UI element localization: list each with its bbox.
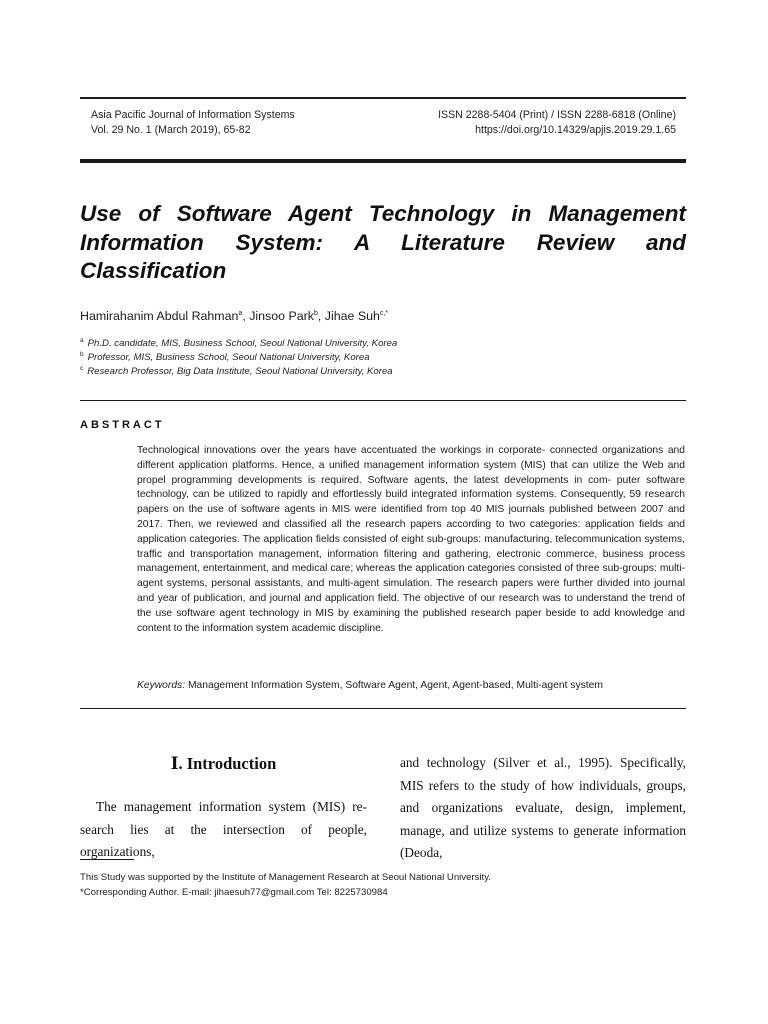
volume-info: Vol. 29 No. 1 (March 2019), 65-82 — [91, 124, 251, 136]
footnote-rule — [80, 859, 134, 860]
header-top-rule — [80, 97, 686, 99]
header-bottom-rule — [80, 159, 686, 163]
intro-left-column: The management information system (MIS) re- search lies at the intersection of people, organizations, — [80, 799, 367, 860]
affiliation-text: Research Professor, Big Data Institute, Seoul National University, Korea — [87, 366, 393, 377]
abstract-top-rule — [80, 400, 686, 401]
funding-footnote: This Study was supported by the Institute of Management Research at Seoul National University. — [80, 872, 491, 883]
section-heading-introduction: Ⅰ. Introduction — [170, 754, 277, 773]
doi-link[interactable]: https://doi.org/10.14329/apjis.2019.29.1.65 — [475, 124, 676, 136]
author-name: Jihae Suh — [324, 309, 380, 323]
affiliation-mark: c — [80, 364, 84, 372]
author-affiliation-mark: b — [313, 309, 318, 317]
affiliation-mark: b — [80, 350, 84, 358]
journal-header-left — [91, 108, 295, 138]
affiliation-text: Ph.D. candidate, MIS, Business School, Seoul National University, Korea — [87, 338, 398, 349]
affiliation-item — [80, 365, 397, 379]
issn-info: ISSN 2288-5404 (Print) / ISSN 2288-6818 (Online) — [438, 109, 676, 121]
journal-name: Asia Pacific Journal of Information Systems — [91, 109, 295, 121]
intro-right-column: and technology (Silver et al., 1995). Specifically, MIS refers to the study of how individuals, groups, and organizations evaluate, design, implement, manage, and utilize systems to generate information (Deoda, — [400, 755, 686, 861]
author-name: Jinsoo Park — [249, 309, 314, 323]
journal-header-right — [438, 108, 676, 138]
affiliation-item — [80, 337, 397, 351]
affiliation-list — [80, 337, 397, 379]
affiliation-mark: a — [80, 336, 84, 344]
abstract-bottom-rule — [80, 708, 686, 709]
author-affiliation-mark: a — [238, 309, 243, 317]
abstract-heading: ABSTRACT — [80, 419, 165, 431]
author-affiliation-mark: c,* — [379, 309, 389, 317]
paper-title: Use of Software Agent Technology in Management Information System: A Literature Review and Classification — [80, 201, 686, 283]
keywords-list: Management Information System, Software Agent, Agent, Agent-based, Multi-agent system — [187, 680, 603, 691]
affiliation-item — [80, 351, 397, 365]
affiliation-text: Professor, MIS, Business School, Seoul National University, Korea — [87, 352, 370, 363]
author-name: Hamirahanim Abdul Rahman — [80, 309, 239, 323]
abstract-body: Technological innovations over the years have accentuated the workings in corporate- connected organizations and different application platforms. Hence, a unified management information system (MIS) that can utilize the Web and propel programming developments is required. Software agents, the latest developments in com- puter software technology, can be utilized to rapidly and effortlessly build integrated information systems. Consequently, 59 research papers on the use of software agents in MIS were identified from top 40 MIS journals published between 2007 and 2017. Then, we reviewed and classified all the research papers according to two categories: application fields and application categories. The application fields consisted of eight sub-groups: manufacturing, telecommunication systems, traffic and transportation management, information filtering and gathering, electronic commerce, business process management, entertainment, and medical care; whereas the application categories consisted of three sub-groups: multi-agent systems, personal assistants, and multi-agent simulation. The research papers were further divided into journal and year of publication, and journal and application field. The objective of our research was to understand the trend of the use software agent technology in MIS by examining the published research paper beside to add knowledge and content to the information system academic discipline. — [137, 445, 685, 634]
author-list — [80, 309, 388, 323]
corresponding-author-footnote: *Corresponding Author. E-mail: jihaesuh77@gmail.com Tel: 8225730984 — [80, 887, 388, 898]
author-separator: , — [317, 309, 325, 323]
keywords-line — [137, 680, 685, 691]
author-separator: , — [242, 309, 250, 323]
keywords-label: Keywords: — [137, 680, 186, 691]
footnotes — [80, 870, 491, 900]
